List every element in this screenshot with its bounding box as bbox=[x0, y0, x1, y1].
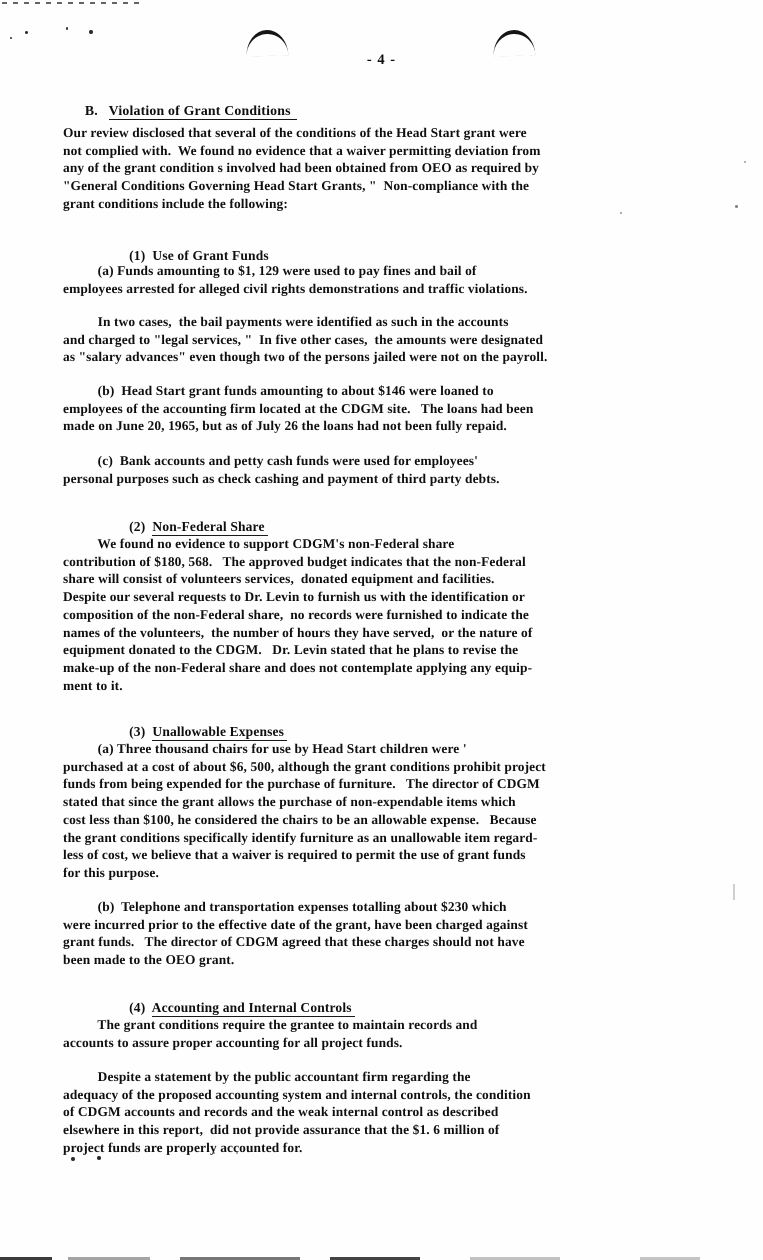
para-1a-cont bbox=[63, 313, 711, 366]
text-line: ment to it. bbox=[63, 677, 123, 693]
text-line: cost less than $100, he considered the chairs to be an allowable expense. Because bbox=[63, 811, 537, 827]
text-line: less of cost, we believe that a waiver is required to permit the use of grant funds bbox=[63, 847, 526, 863]
text-line: grant conditions include the following: bbox=[63, 195, 288, 211]
text-line: composition of the non-Federal share, no records were furnished to indicate the bbox=[63, 606, 529, 622]
subsection-number: (2) bbox=[129, 519, 146, 534]
subsection-number: (4) bbox=[129, 1000, 146, 1015]
text-line: share will consist of volunteers services, donated equipment and facilities. bbox=[63, 571, 495, 587]
subsection-title: Non-Federal Share bbox=[152, 519, 267, 536]
text-line: were incurred prior to the effective date of the grant, have been charged against bbox=[63, 916, 528, 932]
text-line: for this purpose. bbox=[63, 864, 159, 880]
subsection-number: (3) bbox=[129, 724, 146, 739]
text-line: (a) Three thousand chairs for use by Head Start children were ' bbox=[63, 741, 467, 756]
text-line: The grant conditions require the grantee to maintain records and bbox=[63, 1017, 478, 1032]
para-3a bbox=[63, 740, 711, 882]
text-line: elsewhere in this report, did not provide assurance that the $1. 6 million of bbox=[63, 1122, 500, 1138]
text-line: accounts to assure proper accounting for all project funds. bbox=[63, 1034, 403, 1050]
text-line: employees arrested for alleged civil rights demonstrations and traffic violations. bbox=[63, 280, 528, 296]
text-line: (c) Bank accounts and petty cash funds were used for employees' bbox=[63, 453, 478, 468]
intro-paragraph bbox=[63, 124, 711, 213]
text-line: equipment donated to the CDGM. Dr. Levin stated that he plans to revise the bbox=[63, 642, 519, 658]
para-1c bbox=[63, 452, 711, 487]
text-line: "General Conditions Governing Head Start Grants, " Non-compliance with the bbox=[63, 178, 530, 194]
text-line: contribution of $180, 568. The approved budget indicates that the non-Federal bbox=[63, 553, 526, 569]
text-line: of CDGM accounts and records and the weak internal control as described bbox=[63, 1104, 499, 1120]
text-line: (b) Head Start grant funds amounting to about $146 were loaned to bbox=[63, 383, 494, 398]
text-line: names of the volunteers, the number of hours they have served, or the nature of bbox=[63, 624, 533, 640]
section-letter: B. bbox=[84, 103, 98, 118]
subsection-number: (1) bbox=[129, 248, 146, 263]
text-line: adequacy of the proposed accounting system and internal controls, the condition bbox=[63, 1086, 531, 1102]
text-line: employees of the accounting firm located at the CDGM site. The loans had been bbox=[63, 400, 534, 416]
subsection-title: Accounting and Internal Controls bbox=[152, 1000, 355, 1017]
para-4b bbox=[63, 1068, 711, 1157]
text-line: stated that since the grant allows the purchase of non-expendable items which bbox=[63, 794, 516, 810]
text-line: any of the grant condition s involved had been obtained from OEO as required by bbox=[63, 160, 539, 176]
text-line: not complied with. We found no evidence that a waiver permitting deviation from bbox=[63, 142, 541, 158]
text-line: purchased at a cost of about $6, 500, although the grant conditions prohibit project bbox=[63, 758, 546, 774]
page-number: - 4 - bbox=[366, 52, 397, 68]
text-line: grant funds. The director of CDGM agreed that these charges should not have bbox=[63, 934, 525, 950]
text-line: been made to the OEO grant. bbox=[63, 952, 235, 968]
text-line: make-up of the non-Federal share and does not contemplate applying any equip- bbox=[63, 659, 533, 675]
para-1b bbox=[63, 382, 711, 435]
text-line: In two cases, the bail payments were identified as such in the accounts bbox=[63, 314, 509, 329]
text-line: made on June 20, 1965, but as of July 26 the loans had not been fully repaid. bbox=[63, 418, 507, 434]
para-4a bbox=[63, 1016, 711, 1051]
section-title: Violation of Grant Conditions bbox=[109, 103, 297, 120]
text-line: We found no evidence to support CDGM's non-Federal share bbox=[63, 536, 455, 551]
text-line: Despite our several requests to Dr. Levin to furnish us with the identification or bbox=[63, 589, 525, 605]
text-line: funds from being expended for the purchase of furniture. The director of CDGM bbox=[63, 776, 540, 792]
para-3b bbox=[63, 898, 711, 969]
text-line: as "salary advances" even though two of the persons jailed were not on the payroll. bbox=[63, 349, 548, 365]
heading-gap bbox=[98, 103, 109, 118]
para-1a bbox=[63, 262, 711, 297]
text-line: Our review disclosed that several of the conditions of the Head Start grant were bbox=[63, 125, 527, 140]
text-line: and charged to "legal services, " In five other cases, the amounts were designated bbox=[63, 331, 544, 347]
text-line: (b) Telephone and transportation expenses totalling about $230 which bbox=[63, 899, 507, 914]
heading-gap bbox=[145, 1000, 151, 1015]
text-line: Despite a statement by the public accountant firm regarding the bbox=[63, 1069, 471, 1084]
text-line: personal purposes such as check cashing and payment of third party debts. bbox=[63, 470, 500, 486]
text-line: (a) Funds amounting to $1, 129 were used to pay fines and bail of bbox=[63, 263, 477, 278]
text-line: project funds are properly accounted for. bbox=[63, 1139, 303, 1155]
para-2 bbox=[63, 535, 711, 694]
subsection-title: Use of Grant Funds bbox=[152, 248, 269, 263]
subsection-title: Unallowable Expenses bbox=[152, 724, 287, 741]
text-line: the grant conditions specifically identify furniture as an unallowable item regard- bbox=[63, 829, 538, 845]
